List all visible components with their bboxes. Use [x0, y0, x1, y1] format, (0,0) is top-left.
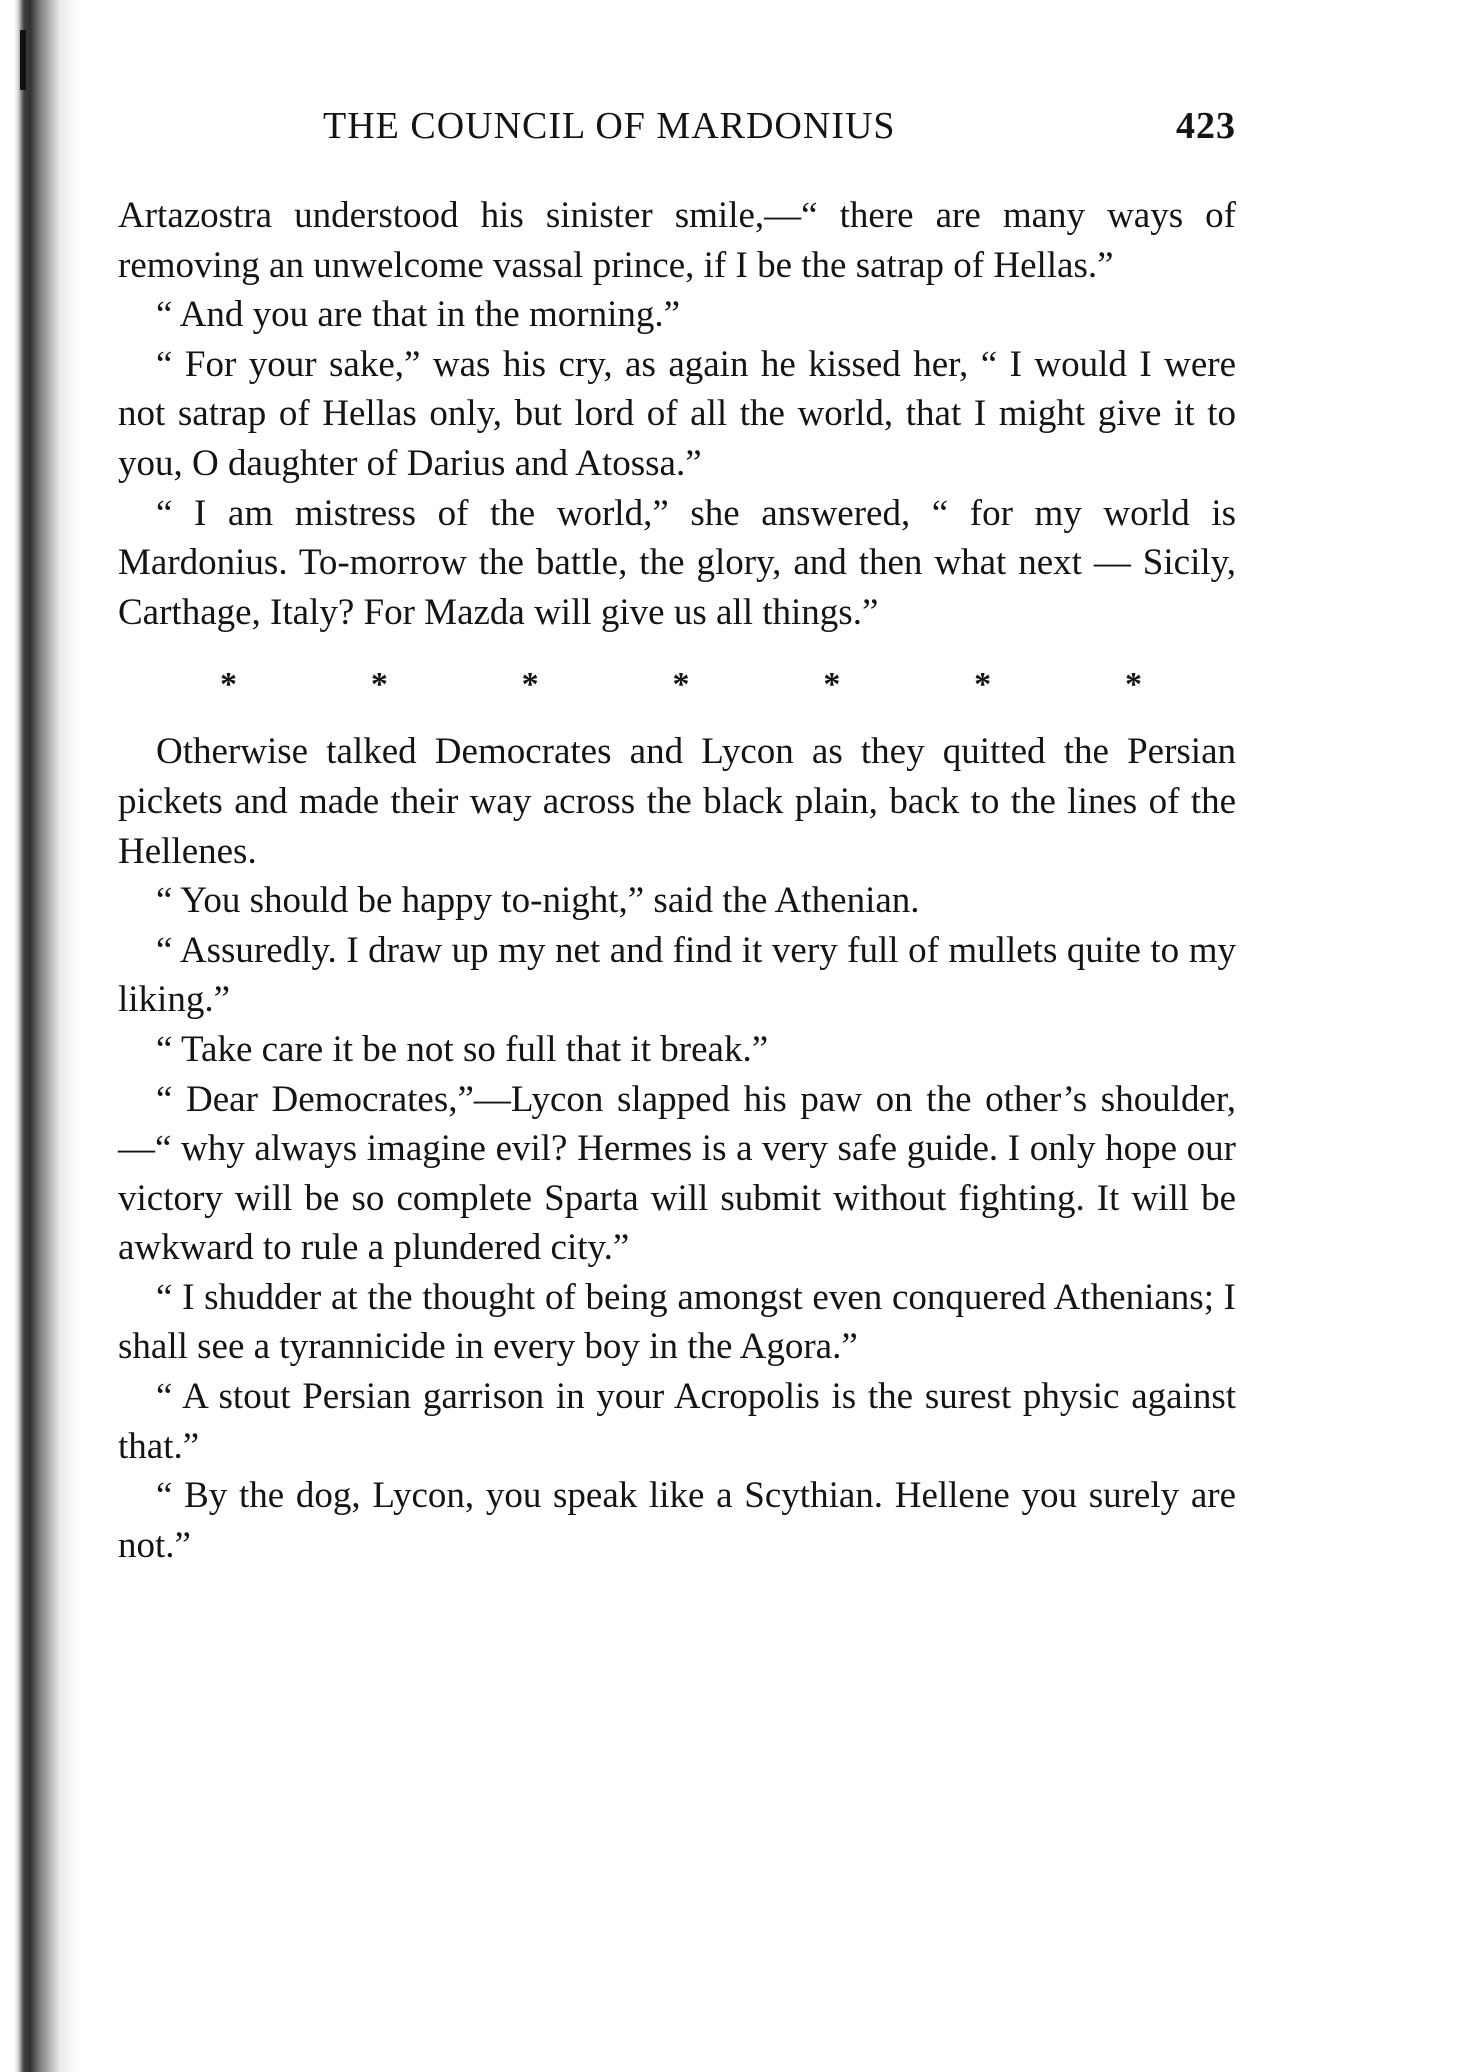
asterisk: * — [521, 666, 539, 704]
page-number: 423 — [1176, 105, 1236, 147]
section-break — [118, 665, 1236, 705]
paragraph: “ You should be happy to-night,” said the Athenian. — [156, 880, 920, 922]
paragraph: Otherwise talked Democrates and Lycon as they quitted the Persian pickets and made their way across the black plain, back to the lines of the Hellenes. — [118, 731, 1236, 872]
paragraph: “ And you are that in the morning.” — [156, 294, 681, 336]
paragraph: “ For your sake,” was his cry, as again he kissed her, “ I would I were not satrap of Hellas only, but lord of all the world, that I might give it to you, O daughter of Darius and Atossa.” — [118, 343, 1236, 484]
paragraph: “ I am mistress of the world,” she answered, “ for my world is Mardonius. To-morrow the battle, the glory, and then what next — Sicily, Carthage, Italy? For Mazda will give us all things.” — [118, 492, 1236, 633]
paragraph: “ A stout Persian garrison in your Acropolis is the surest physic against that.” — [118, 1376, 1236, 1467]
asterisk: * — [1124, 666, 1142, 704]
asterisk: * — [974, 666, 992, 704]
paragraphs-before-break — [118, 191, 1236, 637]
asterisk: * — [220, 666, 237, 704]
paragraph: “ I shudder at the thought of being amongst even conquered Athenians; I shall see a tyrannicide in every boy in the Agora.” — [118, 1276, 1236, 1368]
paragraph: “ Dear Democrates,”—Lycon slapped his paw on the other’s shoulder,—“ why always imagine evil? Hermes is a very safe guide. I only hope our victory will be so complete Sparta will submit without fighting. It will be awkward to rule a plundered city.” — [118, 1078, 1236, 1269]
asterisk: * — [370, 666, 388, 704]
paragraph: “ Take care it be not so full that it break.” — [156, 1028, 769, 1070]
paragraphs-after-break — [118, 727, 1236, 1570]
paragraph: “ Assuredly. I draw up my net and find it very full of mullets quite to my liking.” — [118, 929, 1236, 1021]
paragraph: Artazostra understood his sinister smile,—“ there are many ways of removing an unwelcome vassal prince, if I be the satrap of Hellas.” — [118, 195, 1236, 286]
asterisk: * — [672, 666, 690, 704]
asterisk: * — [823, 666, 841, 704]
body-text — [118, 191, 1236, 1570]
binding-edge-shadow — [0, 0, 100, 2072]
running-head — [118, 104, 1236, 154]
binding-mark — [20, 30, 26, 90]
running-head-title: THE COUNCIL OF MARDONIUS — [323, 105, 896, 147]
paragraph: “ By the dog, Lycon, you speak like a Scythian. Hellene you surely are not.” — [118, 1475, 1236, 1566]
